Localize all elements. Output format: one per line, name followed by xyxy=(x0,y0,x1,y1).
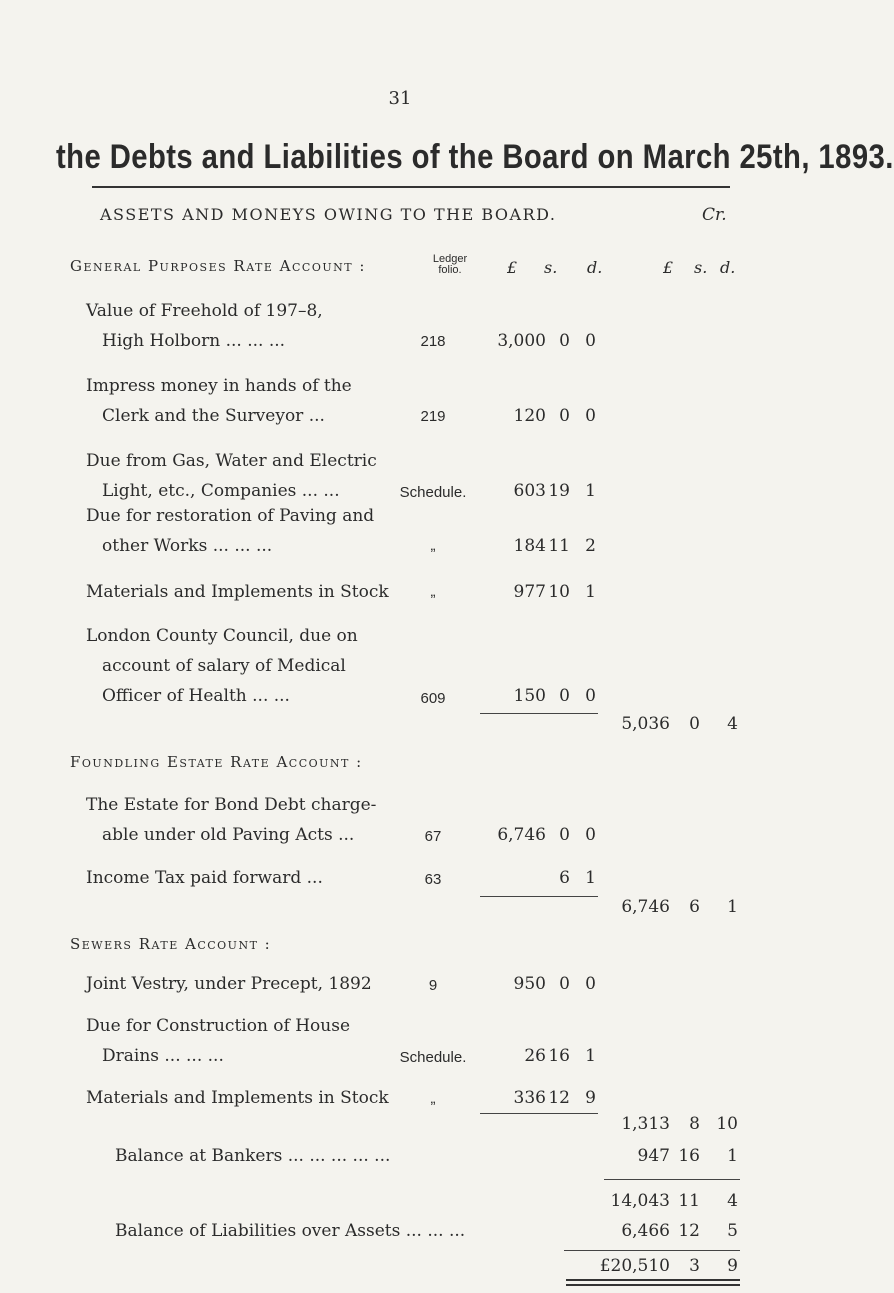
amount-pence: 1 xyxy=(585,582,596,602)
amount-shillings: 11 xyxy=(548,536,570,556)
balance-bankers-pounds: 947 xyxy=(637,1146,670,1166)
item-folio: 67 xyxy=(424,828,442,845)
amount-pence: 2 xyxy=(585,536,596,556)
folio-header: Ledger folio. xyxy=(432,253,468,276)
amount-pounds: 26 xyxy=(524,1046,546,1066)
item-folio: „ xyxy=(430,1090,436,1107)
section-heading-general: General Purposes Rate Account : xyxy=(70,257,366,275)
amount-pounds: 3,000 xyxy=(497,331,546,351)
page-number: 31 xyxy=(388,88,412,109)
subtotal-rule xyxy=(604,1179,740,1180)
item-label: Due for restoration of Paving and xyxy=(86,506,375,526)
item-label: Officer of Health ... ... xyxy=(102,686,290,706)
amount-pence: 0 xyxy=(585,686,596,706)
item-label: Materials and Implements in Stock xyxy=(86,1088,389,1108)
grand-total-shillings: 3 xyxy=(689,1256,700,1276)
section-heading-sewers: Sewers Rate Account : xyxy=(70,935,272,953)
item-folio: Schedule. xyxy=(399,1049,467,1066)
item-label: The Estate for Bond Debt charge- xyxy=(86,795,377,815)
amount-pence: 9 xyxy=(585,1088,596,1108)
balance-bankers-label: Balance at Bankers ... ... ... ... ... xyxy=(115,1146,391,1166)
item-label: other Works ... ... ... xyxy=(102,536,273,556)
balance-liabilities-pence: 5 xyxy=(727,1221,738,1241)
amount-shillings: 0 xyxy=(559,974,570,994)
item-folio: Schedule. xyxy=(399,484,467,501)
cr-label: Cr. xyxy=(702,205,727,225)
amount-shillings: 10 xyxy=(548,582,570,602)
amount-pounds: 977 xyxy=(513,582,546,602)
item-label: Light, etc., Companies ... ... xyxy=(102,481,340,501)
section-heading-foundling: Foundling Estate Rate Account : xyxy=(70,753,363,771)
total-rule xyxy=(564,1250,740,1251)
amount-pounds: 336 xyxy=(513,1088,546,1108)
subtitle: ASSETS AND MONEYS OWING TO THE BOARD. xyxy=(100,205,557,224)
amount-shillings: 6 xyxy=(559,868,570,888)
grand-total-pence: 9 xyxy=(727,1256,738,1276)
balance-liabilities-shillings: 12 xyxy=(678,1221,700,1241)
amount-pence: 0 xyxy=(585,406,596,426)
amount-pounds: 184 xyxy=(513,536,546,556)
item-label: Due for Construction of House xyxy=(86,1016,351,1036)
total-pounds: 1,313 xyxy=(621,1114,670,1134)
page-title: the Debts and Liabilities of the Board on March 25th, 1893. xyxy=(56,138,894,176)
amount-shillings: 0 xyxy=(559,686,570,706)
amount-pounds: 950 xyxy=(513,974,546,994)
balance-bankers-pence: 1 xyxy=(727,1146,738,1166)
amount-pence: 0 xyxy=(585,825,596,845)
item-label: Value of Freehold of 197–8, xyxy=(86,301,323,321)
item-folio: 219 xyxy=(420,408,446,425)
amount-pence: 1 xyxy=(585,1046,596,1066)
item-label: Due from Gas, Water and Electric xyxy=(86,451,377,471)
total-pounds: 6,746 xyxy=(621,897,670,917)
amount-pounds: 120 xyxy=(513,406,546,426)
total-shillings: 0 xyxy=(689,714,700,734)
item-label: Clerk and the Surveyor ... xyxy=(102,406,325,426)
subtotal-pounds: 14,043 xyxy=(610,1191,670,1211)
item-folio: 218 xyxy=(420,333,446,350)
item-label: Income Tax paid forward ... xyxy=(86,868,323,888)
grand-total-pounds: £20,510 xyxy=(599,1256,670,1276)
amount-shillings: 0 xyxy=(559,406,570,426)
balance-bankers-shillings: 16 xyxy=(678,1146,700,1166)
amount-shillings: 0 xyxy=(559,331,570,351)
item-folio: 63 xyxy=(424,871,442,888)
subtotal-pence: 4 xyxy=(727,1191,738,1211)
title-rule xyxy=(92,186,730,188)
item-folio: 9 xyxy=(428,977,438,994)
subtotal-shillings: 11 xyxy=(678,1191,700,1211)
pence-header: d. xyxy=(587,258,603,277)
amount-pounds: 6,746 xyxy=(497,825,546,845)
pounds-header: £ xyxy=(507,258,518,277)
amount-pence: 1 xyxy=(585,481,596,501)
item-label: Impress money in hands of the xyxy=(86,376,352,396)
total-pence: 10 xyxy=(716,1114,738,1134)
amount-pounds: 603 xyxy=(513,481,546,501)
total-shillings: 6 xyxy=(689,897,700,917)
amount-shillings: 16 xyxy=(548,1046,570,1066)
shillings2-header: s. xyxy=(694,258,708,277)
item-label: High Holborn ... ... ... xyxy=(102,331,286,351)
double-rule-bottom xyxy=(566,1284,740,1286)
item-label: Drains ... ... ... xyxy=(102,1046,224,1066)
item-folio: „ xyxy=(430,583,436,600)
total-pence: 1 xyxy=(727,897,738,917)
total-shillings: 8 xyxy=(689,1114,700,1134)
item-folio: „ xyxy=(430,537,436,554)
amount-shillings: 0 xyxy=(559,825,570,845)
item-folio: 609 xyxy=(420,690,446,707)
double-rule-top xyxy=(566,1279,740,1281)
item-label: London County Council, due on xyxy=(86,626,358,646)
amount-pence: 0 xyxy=(585,974,596,994)
item-label: Joint Vestry, under Precept, 1892 xyxy=(86,974,372,994)
amount-pounds: 150 xyxy=(513,686,546,706)
total-pence: 4 xyxy=(727,714,738,734)
amount-shillings: 19 xyxy=(548,481,570,501)
item-label: able under old Paving Acts ... xyxy=(102,825,355,845)
item-label: Materials and Implements in Stock xyxy=(86,582,389,602)
amount-shillings: 12 xyxy=(548,1088,570,1108)
amount-pence: 1 xyxy=(585,868,596,888)
item-label: account of salary of Medical xyxy=(102,656,346,676)
balance-liabilities-pounds: 6,466 xyxy=(621,1221,670,1241)
balance-liabilities-label: Balance of Liabilities over Assets ... ... ... xyxy=(115,1221,466,1241)
total-pounds: 5,036 xyxy=(621,714,670,734)
amount-pence: 0 xyxy=(585,331,596,351)
pence2-header: d. xyxy=(720,258,736,277)
pounds2-header: £ xyxy=(663,258,674,277)
shillings-header: s. xyxy=(544,258,558,277)
